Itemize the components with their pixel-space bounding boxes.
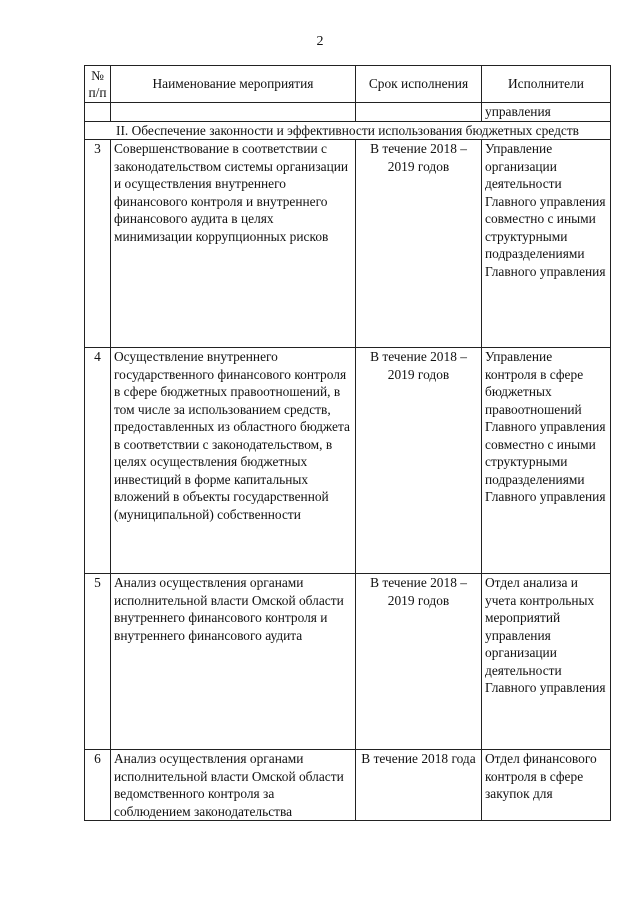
table-row — [85, 140, 611, 348]
page-number: 2 — [316, 34, 324, 49]
table-header-row — [85, 66, 611, 103]
row-executors: Отдел финансового контроля в сфере закупок для — [482, 750, 611, 821]
continuation-row — [85, 103, 611, 122]
plan-table — [84, 65, 611, 821]
row-name: Анализ осуществления органами исполнительной власти Омской области ведомственного контроля за соблюдением законодательства — [111, 750, 356, 821]
table-row — [85, 574, 611, 750]
row-executors: Управление контроля в сфере бюджетных правоотношений Главного управления совместно с иными структурными подразделениями Главного управления — [482, 348, 611, 574]
section-row — [85, 121, 611, 140]
row-num: 5 — [85, 574, 111, 750]
row-name: Анализ осуществления органами исполнительной власти Омской области внутреннего финансового контроля и внутреннего финансового аудита — [111, 574, 356, 750]
row-executors: Отдел анализа и учета контрольных мероприятий управления организации деятельности Главного управления — [482, 574, 611, 750]
row-name: Осуществление внутреннего государственного финансового контроля в сфере бюджетных правоотношений, в том числе за использованием средств, предоставленных из областного бюджета в соответствии с законодательством, в целях осуществления бюджетных инвестиций в форме капитальных вложений в объекты государственной (муниципальной) собственности — [111, 348, 356, 574]
section-title: II. Обеспечение законности и эффективности использования бюджетных средств — [85, 121, 611, 140]
header-name: Наименование мероприятия — [111, 66, 356, 103]
row-term: В течение 2018 – 2019 годов — [356, 574, 482, 750]
row-num: 3 — [85, 140, 111, 348]
continuation-executors: управления — [482, 103, 611, 122]
row-term: В течение 2018 года — [356, 750, 482, 821]
row-term: В течение 2018 – 2019 годов — [356, 140, 482, 348]
header-term: Срок исполнения — [356, 66, 482, 103]
header-num: № п/п — [85, 66, 111, 103]
row-term: В течение 2018 – 2019 годов — [356, 348, 482, 574]
row-name: Совершенствование в соответствии с законодательством системы организации и осуществления внутреннего финансового контроля и внутреннего финансового аудита в целях минимизации коррупционных рисков — [111, 140, 356, 348]
row-num: 6 — [85, 750, 111, 821]
row-executors: Управление организации деятельности Главного управления совместно с иными структурными подразделениями Главного управления — [482, 140, 611, 348]
table-row — [85, 750, 611, 821]
row-num: 4 — [85, 348, 111, 574]
table-row — [85, 348, 611, 574]
header-executors: Исполнители — [482, 66, 611, 103]
